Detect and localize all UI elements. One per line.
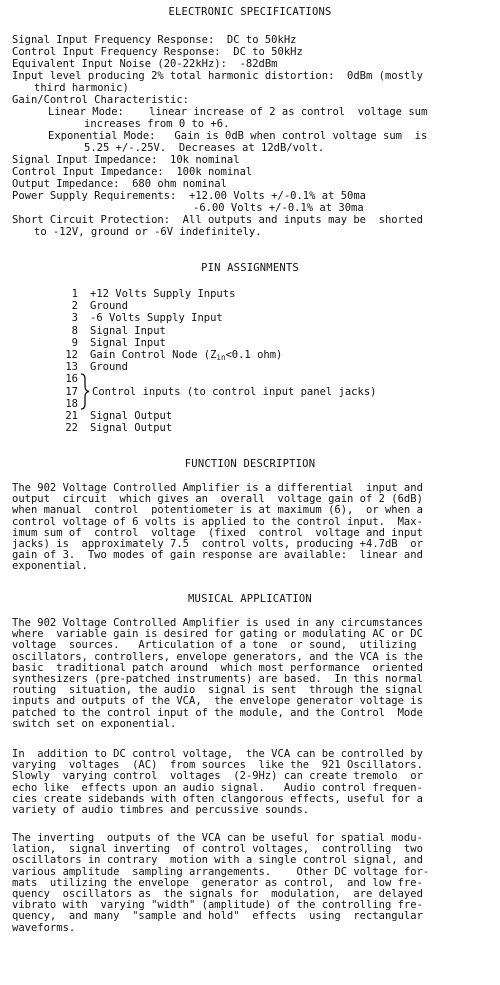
spec-line: Signal Input Impedance: 10k nominal <box>12 154 240 166</box>
spec-line: increases from 0 to +6. <box>84 118 230 130</box>
spec-line: Control Input Frequency Response: DC to 50kHz <box>12 46 303 58</box>
pin-label: Control inputs (to control input panel jacks) <box>92 385 377 398</box>
text-line: voltage sources. Articulation of a tone or sound, utilizing <box>12 639 417 652</box>
spec-line: Linear Mode: linear increase of 2 as control voltage sum <box>48 106 428 118</box>
text-line: imum sum of control voltage (fixed control voltage and input <box>12 526 423 539</box>
spec-line: Equivalent Input Noise (20-22kHz): -82dBm <box>12 58 278 70</box>
pin-number: 16 <box>65 373 78 386</box>
text-line: cies create sidebands with often clangorous effects, useful for a <box>12 792 423 805</box>
pin-label: Signal Input <box>90 336 166 349</box>
spec-line: 5.25 +/-.25V. Decreases at 12dB/volt. <box>84 142 325 154</box>
spec-line: Gain/Control Characteristic: <box>12 94 190 106</box>
text-line: vibrato with varying "width" (amplitude) of the controlling fre- <box>12 899 423 912</box>
musical-paragraph-1 <box>12 618 482 730</box>
musical-paragraph-2 <box>12 749 482 816</box>
gain-node-text: Gain Control Node (Z <box>90 348 217 361</box>
specs-title: ELECTRONIC SPECIFICATIONS <box>168 6 332 18</box>
pin-row <box>60 325 480 337</box>
musical-title: MUSICAL APPLICATION <box>188 593 312 605</box>
control-inputs-group <box>60 373 480 410</box>
spec-line: -6.00 Volts +/-0.1% at 30ma <box>193 202 364 214</box>
pin-number: 9 <box>71 336 78 349</box>
pin-row <box>60 349 480 361</box>
pin-number: 1 <box>71 288 78 300</box>
text-line: basic traditional patch around which most performance oriented <box>12 661 423 674</box>
spec-line: Output Impedance: 680 ohm nominal <box>12 178 227 190</box>
text-line: waveforms. <box>12 921 76 934</box>
text-line: output circuit which gives an overall voltage gain of 2 (6dB) <box>12 493 423 506</box>
text-line: jacks) is approximately 7.5 control volts, producing +4.7dB or <box>12 537 423 550</box>
text-line: The 902 Voltage Controlled Amplifier is used in any circumstances <box>12 617 423 629</box>
text-line: exponential. <box>12 560 88 573</box>
pin-number: 13 <box>65 361 78 374</box>
text-line: when manual control potentiometer is at maximum (6), or when a <box>12 504 423 517</box>
pin-number: 22 <box>65 422 78 435</box>
pin-row <box>60 410 480 422</box>
text-line: control voltage of 6 volts is applied to the control input. Max- <box>12 515 423 528</box>
spec-line: Control Input Impedance: 100k nominal <box>12 166 253 178</box>
pin-row <box>60 361 480 373</box>
pin-row <box>60 288 480 300</box>
pin-label: -6 Volts Supply Input <box>90 312 223 325</box>
spec-line: third harmonic) <box>34 82 129 94</box>
text-line: patched to the control input of the module, and the Control Mode <box>12 706 423 719</box>
pin-number: 18 <box>65 397 78 410</box>
text-line: oscillators in contrary motion with a single control signal, and <box>12 854 423 867</box>
pin-label: Signal Input <box>90 324 166 337</box>
text-line: routing situation, the audio signal is sent through the signal <box>12 684 423 697</box>
pin-row <box>60 422 480 434</box>
text-line: lation, signal inverting of control voltages, controlling two <box>12 843 423 856</box>
text-line: varying voltages (AC) from sources like the 921 Oscillators. <box>12 759 423 772</box>
text-line: oscillators, controllers, envelope generators, and the VCA is the <box>12 650 423 663</box>
pin-label: +12 Volts Supply Inputs <box>90 288 236 300</box>
pin-number: 3 <box>71 312 78 325</box>
pin-row <box>60 337 480 349</box>
pins-title: PIN ASSIGNMENTS <box>201 262 299 274</box>
pin-number: 12 <box>65 348 78 361</box>
text-line: variety of audio timbres and percussive sounds. <box>12 803 310 816</box>
musical-paragraph-3 <box>12 833 482 934</box>
spec-line: Signal Input Frequency Response: DC to 50kHz <box>12 34 297 46</box>
text-line: inputs and outputs of the VCA, the envelope generator voltage is <box>12 695 423 708</box>
pin-list <box>60 288 480 434</box>
text-line: In addition to DC control voltage, the VCA can be controlled by <box>12 748 423 760</box>
text-line: synthesizers (pre-patched instruments) are based. In this normal <box>12 672 423 685</box>
text-line: switch set on exponential. <box>12 717 177 730</box>
gain-node-subscript: in <box>216 352 226 362</box>
text-line: quency oscillators as the signals for modulation, are delayed <box>12 887 423 900</box>
text-line: various amplitude sampling arrangements. Other DC voltage for- <box>12 865 430 878</box>
brace-numbers <box>60 373 78 410</box>
pin-number: 21 <box>65 409 78 422</box>
function-title: FUNCTION DESCRIPTION <box>184 458 316 470</box>
pin-label: Signal Output <box>90 422 173 435</box>
pin-label <box>90 349 282 361</box>
pin-label: Ground <box>90 300 128 313</box>
pin-number: 17 <box>65 385 78 398</box>
spec-line: to -12V, ground or -6V indefinitely. <box>34 226 262 238</box>
text-line: where variable gain is desired for gating or modulating AC or DC <box>12 628 423 641</box>
pin-row <box>60 300 480 312</box>
spec-line: Power Supply Requirements: +12.00 Volts +/-0.1% at 50ma <box>12 190 367 202</box>
specs-block <box>12 34 488 238</box>
gain-node-tail: <0.1 ohm) <box>225 348 283 361</box>
pin-label: Signal Output <box>90 409 173 422</box>
text-line: gain of 3. Two modes of gain response are available: linear and <box>12 549 423 562</box>
function-paragraph <box>12 483 482 573</box>
pin-number: 2 <box>71 300 78 313</box>
curly-brace-icon <box>79 373 91 410</box>
text-line: Slowly varying control voltages (2-9Hz) can create tremolo or <box>12 770 423 783</box>
text-line: quency, and many "sample and hold" effects using rectangular <box>12 910 423 923</box>
pin-label: Ground <box>90 361 128 374</box>
spec-line: Input level producing 2% total harmonic distortion: 0dBm (mostly <box>12 70 423 82</box>
text-line: mats utilizing the envelope generator as control, and low fre- <box>12 876 423 889</box>
text-line: The inverting outputs of the VCA can be useful for spatial modu- <box>12 832 423 844</box>
spec-line: Exponential Mode: Gain is 0dB when control voltage sum is <box>48 130 428 142</box>
text-line: echo like effects upon an audio signal. Audio control frequen- <box>12 781 423 794</box>
text-line: The 902 Voltage Controlled Amplifier is a differential input and <box>12 482 423 494</box>
pin-row <box>60 312 480 324</box>
pin-number: 8 <box>71 324 78 337</box>
spec-line: Short Circuit Protection: All outputs and inputs may be shorted <box>12 214 423 226</box>
